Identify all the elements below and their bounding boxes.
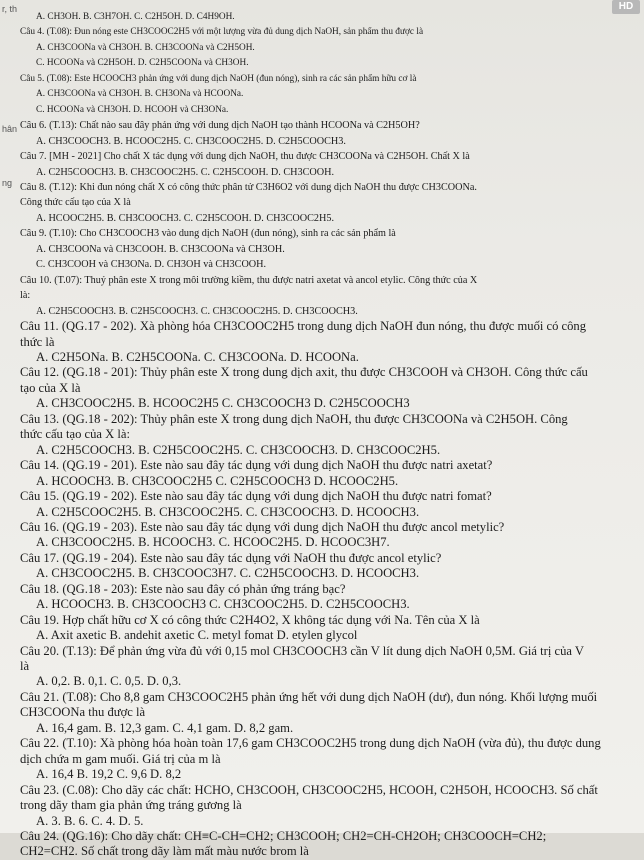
text-line: Câu 7. [MH - 2021] Cho chất X tác dụng với dung dịch NaOH, thu được CH3COONa và C2H5OH. Chất X là [20, 151, 470, 163]
text-line: Câu 6. (T.13): Chất nào sau đây phản ứng với dung dịch NaOH tạo thành HCOONa và C2H5OH? [20, 120, 420, 132]
text-line: thức là [20, 334, 55, 349]
text-line: A. HCOOC2H5. B. CH3COOCH3. C. C2H5COOH. D. CH3COOC2H5. [36, 212, 335, 224]
text-line: A. HCOOCH3. B. CH3COOC2H5 C. C2H5COOCH3 D. HCOOC2H5. [36, 473, 399, 488]
text-line: A. CH3COONa và CH3OH. B. CH3COONa và C2H5OH. [36, 42, 255, 53]
text-line: Câu 16. (QG.19 - 203). Este nào sau đây tác dụng với dung dịch NaOH thu được ancol metylic? [20, 519, 505, 534]
text-line: A. 0,2. B. 0,1. C. 0,5. D. 0,3. [36, 674, 182, 689]
text-line: C. CH3COOH và CH3ONa. D. CH3OH và CH3COOH. [36, 259, 267, 271]
text-line: A. HCOOCH3. B. CH3COOCH3 C. CH3COOC2H5. D. C2H5COOCH3. [36, 597, 410, 612]
text-line: Câu 21. (T.08): Cho 8,8 gam CH3COOC2H5 phản ứng hết với dung dịch NaOH (dư), đun nóng. Khối lượng muối [20, 689, 598, 704]
question-list [20, 10, 638, 860]
text-line: Câu 10. (T.07): Thuỷ phân este X trong môi trường kiềm, thu được natri axetat và ancol etylic. Công thức của X [20, 274, 478, 286]
text-line: Câu 13. (QG.18 - 202): Thủy phân este X trong dung dịch NaOH, thu được CH3COONa và C2H5OH. Công [20, 411, 568, 426]
text-line: A. CH3COONa và CH3COOH. B. CH3COONa và CH3OH. [36, 243, 285, 255]
text-line: Câu 12. (QG.18 - 201): Thủy phân este X trong dung dịch axit, thu được CH3COOH và CH3OH. Công thức cấu [20, 365, 588, 380]
text-line: A. C2H5COOCH3. B. CH3COOC2H5. C. C2H5COOH. D. CH3COOH. [36, 166, 335, 178]
text-line: Câu 24. (QG.16): Cho dãy chất: CH≡C-CH=CH2; CH3COOH; CH2=CH-CH2OH; CH3COOCH=CH2; [20, 829, 547, 844]
text-line: CH3COONa thu được là [20, 705, 146, 720]
text-line: dịch chứa m gam muối. Giá trị của m là [20, 751, 221, 766]
text-line: trong dãy tham gia phản ứng tráng gương là [20, 798, 242, 813]
text-line: Câu 20. (T.13): Để phản ứng vừa đủ với 0,15 mol CH3COOCH3 cần V lít dung dịch NaOH 0,5M. Giá trị của V [20, 643, 584, 658]
text-line: thức cấu tạo của X là: [20, 427, 130, 442]
text-line: A. CH3COOC2H5. B. HCOOC2H5 C. CH3COOCH3 D. C2H5COOCH3 [36, 396, 410, 411]
text-line: Câu 4. (T.08): Đun nóng este CH3COOC2H5 với một lượng vừa đủ dung dịch NaOH, sản phẩm thu được là [20, 27, 424, 38]
text-line: A. CH3COOC2H5. B. HCOOCH3. C. HCOOC2H5. D. HCOOC3H7. [36, 535, 390, 550]
text-line: Câu 15. (QG.19 - 202). Este nào sau đây tác dụng với dung dịch NaOH thu được natri fomat? [20, 489, 492, 504]
text-line: A. CH3COOC2H5. B. CH3COOC3H7. C. C2H5COOCH3. D. HCOOCH3. [36, 566, 420, 581]
text-line: A. C2H5COOC2H5. B. CH3COOC2H5. C. CH3COOCH3. D. HCOOCH3. [36, 504, 420, 519]
margin-mark-3: ng [2, 178, 13, 188]
text-line: Công thức cấu tạo của X là [20, 197, 131, 209]
text-line: Câu 11. (QG.17 - 202). Xà phòng hóa CH3COOC2H5 trong dung dịch NaOH đun nóng, thu được muối có công [20, 319, 587, 334]
text-line: C. HCOONa và C2H5OH. D. C2H5COONa và CH3OH. [36, 58, 249, 69]
text-line: là: [20, 290, 31, 302]
text-line: A. 3. B. 6. C. 4. D. 5. [36, 813, 144, 828]
text-line: Câu 14. (QG.19 - 201). Este nào sau đây tác dụng với dung dịch NaOH thu được natri axetat? [20, 458, 493, 473]
text-line: A. CH3COOCH3. B. HCOOC2H5. C. CH3COOC2H5. D. C2H5COOCH3. [36, 135, 346, 147]
text-line: tạo của X là [20, 380, 81, 395]
text-line: A. CH3COONa và CH3OH. B. CH3ONa và HCOONa. [36, 89, 244, 100]
text-line: Câu 5. (T.08): Este HCOOCH3 phản ứng với dung dịch NaOH (đun nóng), sinh ra các sản phẩm hữu cơ là [20, 73, 417, 84]
text-line: A. C2H5ONa. B. C2H5COONa. C. CH3COONa. D. HCOONa. [36, 349, 359, 364]
text-line: Câu 22. (T.10): Xà phòng hóa hoàn toàn 17,6 gam CH3COOC2H5 trong dung dịch NaOH (vừa đủ), thu được dung [20, 736, 601, 751]
text-line: C. HCOONa và CH3OH. D. HCOOH và CH3ONa. [36, 104, 229, 115]
text-line: A. C2H5COOCH3. B. C2H5COOC2H5. C. CH3COOCH3. D. CH3COOC2H5. [36, 442, 441, 457]
hd-badge: HD [612, 0, 640, 14]
text-line: CH2=CH2. Số chất trong dãy làm mất màu nước brom là [20, 844, 309, 859]
text-line: A. Axit axetic B. andehit axetic C. metyl fomat D. etylen glycol [36, 628, 358, 643]
margin-mark-2: hân [2, 124, 18, 134]
text-line: là [20, 659, 30, 674]
text-line: A. C2H5COOCH3. B. C2H5COOCH3. C. CH3COOC2H5. D. CH3COOCH3. [36, 305, 358, 317]
text-line: Câu 17. (QG.19 - 204). Este nào sau đây tác dụng với NaOH thu được ancol etylic? [20, 550, 442, 565]
text-line: A. 16,4 B. 19,2 C. 9,6 D. 8,2 [36, 767, 182, 782]
margin-mark-1: r, th [2, 4, 18, 14]
text-line: Câu 8. (T.12): Khi đun nóng chất X có công thức phân tử C3H6O2 với dung dịch NaOH thu được CH3COONa. [20, 181, 477, 193]
text-line: Câu 9. (T.10): Cho CH3COOCH3 vào dung dịch NaOH (đun nóng), sinh ra các sản phẩm là [20, 228, 396, 240]
text-line: A. 16,4 gam. B. 12,3 gam. C. 4,1 gam. D. 8,2 gam. [36, 720, 294, 735]
text-line: Câu 18. (QG.18 - 203): Este nào sau đây có phản ứng tráng bạc? [20, 581, 346, 596]
text-line: Câu 23. (C.08): Cho dãy các chất: HCHO, CH3COOH, CH3COOC2H5, HCOOH, C2H5OH, HCOOCH3. Số chất [20, 782, 598, 797]
text-line: A. CH3OH. B. C3H7OH. C. C2H5OH. D. C4H9OH. [36, 12, 235, 22]
text-line: Câu 19. Hợp chất hữu cơ X có công thức C2H4O2, X không tác dụng với Na. Tên của X là [20, 612, 480, 627]
